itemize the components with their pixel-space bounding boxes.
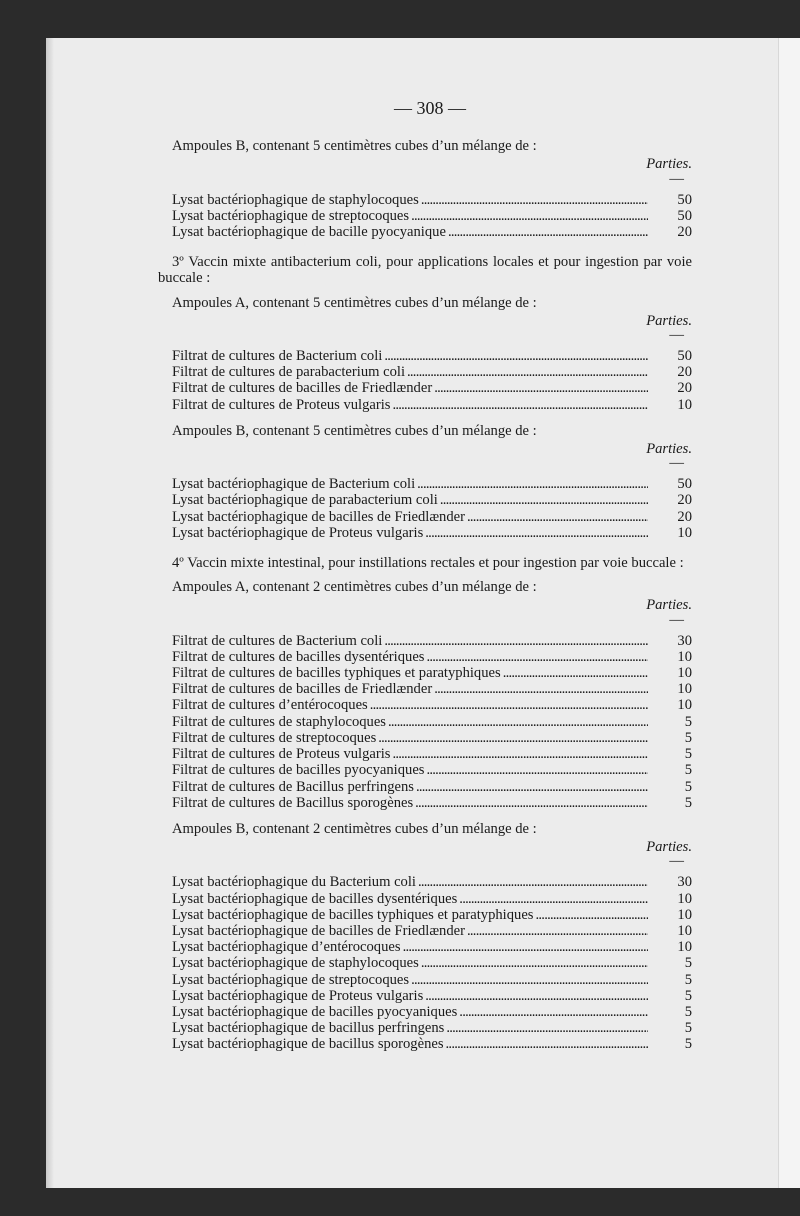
ingredient-parts: 5 xyxy=(684,746,692,763)
dot-leader xyxy=(384,633,648,649)
ingredient-label: Lysat bactériophagique de Proteus vulgaris xyxy=(172,987,424,1004)
ingredient-row xyxy=(158,1020,692,1036)
dot-leader xyxy=(467,923,648,939)
ingredient-row xyxy=(158,697,692,713)
dot-leader xyxy=(467,509,648,525)
ingredient-parts: 5 xyxy=(684,713,692,730)
ingredient-label: Lysat bactériophagique de bacilles typhiques et paratyphiques xyxy=(172,906,534,923)
parties-dash: — xyxy=(669,455,684,472)
section-heading: 4º Vaccin mixte intestinal, pour instillations rectales et pour ingestion par voie buccale : xyxy=(172,555,684,572)
ingredient-parts: 50 xyxy=(677,207,692,224)
parties-dash: — xyxy=(669,611,684,628)
ingredient-row xyxy=(158,380,692,396)
dot-leader xyxy=(448,224,648,240)
ingredient-parts: 10 xyxy=(677,396,692,413)
ingredient-label: Lysat bactériophagique de staphylocoques xyxy=(172,191,419,208)
ingredient-parts: 20 xyxy=(677,224,692,241)
ingredient-parts: 50 xyxy=(677,348,692,365)
ingredient-label: Lysat bactériophagique d’entérocoques xyxy=(172,939,401,956)
ingredient-row xyxy=(158,208,692,224)
ingredient-row xyxy=(158,874,692,890)
dot-leader xyxy=(425,525,648,541)
dot-leader xyxy=(446,1020,648,1036)
ingredient-row xyxy=(158,972,692,988)
parties-dash: — xyxy=(669,327,684,344)
dot-leader xyxy=(388,714,648,730)
ingredient-label: Lysat bactériophagique de staphylocoques xyxy=(172,955,419,972)
ingredient-label: Lysat bactériophagique de bacillus perfringens xyxy=(172,1020,445,1037)
ingredient-parts: 20 xyxy=(677,380,692,397)
ingredient-parts: 10 xyxy=(677,681,692,698)
ingredient-row xyxy=(158,509,692,525)
block-heading: Ampoules A, contenant 5 centimètres cubes d’un mélange de : xyxy=(172,294,537,311)
ingredient-parts: 5 xyxy=(684,1036,692,1053)
ingredient-parts: 10 xyxy=(677,906,692,923)
ingredient-label: Filtrat de cultures de bacilles de Friedlænder xyxy=(172,681,433,698)
ingredient-parts: 10 xyxy=(677,922,692,939)
ingredient-parts: 20 xyxy=(677,364,692,381)
page-number: — 308 — xyxy=(394,98,466,118)
ingredient-list xyxy=(158,192,692,241)
section-heading: 3º Vaccin mixte antibacterium coli, pour applications locales et pour ingestion par voie buccale : xyxy=(158,254,692,287)
ingredient-label: Filtrat de cultures de streptocoques xyxy=(172,729,377,746)
ingredient-label: Lysat bactériophagique de bacilles de Friedlænder xyxy=(172,922,465,939)
ingredient-label: Lysat bactériophagique de parabacterium coli xyxy=(172,492,438,509)
dot-leader xyxy=(425,988,648,1004)
dot-leader xyxy=(411,972,648,988)
parties-label: Parties. xyxy=(646,156,692,173)
ingredient-list xyxy=(158,348,692,413)
ingredient-row xyxy=(158,192,692,208)
dot-leader xyxy=(503,665,648,681)
ingredient-row xyxy=(158,746,692,762)
ingredient-parts: 30 xyxy=(677,874,692,891)
ingredient-row xyxy=(158,1004,692,1020)
ingredient-row xyxy=(158,988,692,1004)
dot-leader xyxy=(434,681,648,697)
ingredient-row xyxy=(158,923,692,939)
ingredient-label: Filtrat de cultures de Bacillus sporogènes xyxy=(172,794,414,811)
ingredient-parts: 5 xyxy=(684,762,692,779)
ingredient-row xyxy=(158,348,692,364)
ingredient-parts: 10 xyxy=(677,665,692,682)
dot-leader xyxy=(426,649,648,665)
ingredient-parts: 5 xyxy=(684,794,692,811)
ingredient-label: Lysat bactériophagique du Bacterium coli xyxy=(172,874,416,891)
ingredient-parts: 50 xyxy=(677,191,692,208)
ingredient-row xyxy=(158,762,692,778)
ingredient-row xyxy=(158,907,692,923)
parties-label: Parties. xyxy=(646,839,692,856)
ingredient-label: Filtrat de cultures de staphylocoques xyxy=(172,713,386,730)
dot-leader xyxy=(384,348,648,364)
ingredient-parts: 50 xyxy=(677,476,692,493)
ingredient-row xyxy=(158,492,692,508)
ingredient-label: Filtrat de cultures de parabacterium coli xyxy=(172,364,406,381)
ingredient-parts: 5 xyxy=(684,971,692,988)
ingredient-list xyxy=(158,633,692,811)
ingredient-row xyxy=(158,681,692,697)
ingredient-row xyxy=(158,649,692,665)
dot-leader xyxy=(407,364,648,380)
ingredient-parts: 10 xyxy=(677,648,692,665)
ingredient-label: Filtrat de cultures d’entérocoques xyxy=(172,697,368,714)
dot-leader xyxy=(403,939,648,955)
ingredient-parts: 5 xyxy=(684,987,692,1004)
ingredient-row xyxy=(158,730,692,746)
ingredient-row xyxy=(158,633,692,649)
dot-leader xyxy=(392,397,648,413)
dot-leader xyxy=(392,746,648,762)
ingredient-parts: 10 xyxy=(677,939,692,956)
ingredient-parts: 30 xyxy=(677,632,692,649)
dot-leader xyxy=(426,762,648,778)
ingredient-label: Lysat bactériophagique de Proteus vulgaris xyxy=(172,524,424,541)
ingredient-row xyxy=(158,476,692,492)
ingredient-label: Lysat bactériophagique de bacille pyocyanique xyxy=(172,224,446,241)
ingredient-label: Filtrat de cultures de Proteus vulgaris xyxy=(172,396,391,413)
dot-leader xyxy=(440,492,648,508)
ingredient-label: Filtrat de cultures de bacilles dysentériques xyxy=(172,648,425,665)
ingredient-row xyxy=(158,397,692,413)
ingredient-parts: 10 xyxy=(677,524,692,541)
parties-label: Parties. xyxy=(646,597,692,614)
ingredient-parts: 5 xyxy=(684,778,692,795)
ingredient-parts: 10 xyxy=(677,890,692,907)
ingredient-parts: 5 xyxy=(684,955,692,972)
dot-leader xyxy=(411,208,648,224)
parties-label: Parties. xyxy=(646,441,692,458)
block-heading: Ampoules B, contenant 5 centimètres cubes d’un mélange de : xyxy=(172,422,537,439)
ingredient-label: Filtrat de cultures de Bacterium coli xyxy=(172,632,383,649)
block-heading: Ampoules B, contenant 5 centimètres cubes d’un mélange de : xyxy=(172,138,537,155)
ingredient-row xyxy=(158,795,692,811)
dot-leader xyxy=(459,1004,648,1020)
dot-leader xyxy=(434,380,648,396)
parties-label: Parties. xyxy=(646,312,692,329)
dot-leader xyxy=(416,779,648,795)
ingredient-parts: 5 xyxy=(684,1020,692,1037)
dot-leader xyxy=(459,891,648,907)
ingredient-parts: 20 xyxy=(677,508,692,525)
parties-dash: — xyxy=(669,170,684,187)
ingredient-row xyxy=(158,714,692,730)
ingredient-label: Lysat bactériophagique de bacilles de Friedlænder xyxy=(172,508,465,525)
facing-page-edge xyxy=(778,38,800,1188)
ingredient-label: Filtrat de cultures de Bacillus perfringens xyxy=(172,778,414,795)
ingredient-parts: 10 xyxy=(677,697,692,714)
ingredient-row xyxy=(158,665,692,681)
dot-leader xyxy=(378,730,648,746)
dot-leader xyxy=(370,697,648,713)
ingredient-label: Lysat bactériophagique de streptocoques xyxy=(172,971,410,988)
dot-leader xyxy=(421,192,648,208)
block-heading: Ampoules A, contenant 2 centimètres cubes d’un mélange de : xyxy=(172,579,537,596)
ingredient-label: Lysat bactériophagique de bacillus sporogènes xyxy=(172,1036,444,1053)
ingredient-row xyxy=(158,224,692,240)
ingredient-label: Filtrat de cultures de Proteus vulgaris xyxy=(172,746,391,763)
ingredient-label: Filtrat de cultures de Bacterium coli xyxy=(172,348,383,365)
dot-leader xyxy=(418,874,648,890)
ingredient-parts: 5 xyxy=(684,1003,692,1020)
ingredient-label: Filtrat de cultures de bacilles pyocyaniques xyxy=(172,762,425,779)
ingredient-list xyxy=(158,874,692,1052)
ingredient-label: Filtrat de cultures de bacilles de Friedlænder xyxy=(172,380,433,397)
dot-leader xyxy=(421,955,648,971)
ingredient-row xyxy=(158,939,692,955)
dot-leader xyxy=(536,907,649,923)
ingredient-row xyxy=(158,779,692,795)
ingredient-list xyxy=(158,476,692,541)
block-heading: Ampoules B, contenant 2 centimètres cubes d’un mélange de : xyxy=(172,820,537,837)
ingredient-row xyxy=(158,1036,692,1052)
ingredient-row xyxy=(158,955,692,971)
parties-dash: — xyxy=(669,853,684,870)
ingredient-label: Lysat bactériophagique de streptocoques xyxy=(172,207,410,224)
ingredient-label: Lysat bactériophagique de bacilles dysentériques xyxy=(172,890,458,907)
ingredient-label: Lysat bactériophagique de bacilles pyocyaniques xyxy=(172,1003,458,1020)
ingredient-label: Filtrat de cultures de bacilles typhiques et paratyphiques xyxy=(172,665,501,682)
page-binding-edge xyxy=(46,38,54,1188)
ingredient-parts: 5 xyxy=(684,729,692,746)
ingredient-label: Lysat bactériophagique de Bacterium coli xyxy=(172,476,416,493)
page-content xyxy=(158,100,692,1053)
ingredient-parts: 20 xyxy=(677,492,692,509)
ingredient-row xyxy=(158,891,692,907)
dot-leader xyxy=(417,476,648,492)
dot-leader xyxy=(415,795,648,811)
ingredient-row xyxy=(158,364,692,380)
dot-leader xyxy=(446,1036,648,1052)
ingredient-row xyxy=(158,525,692,541)
